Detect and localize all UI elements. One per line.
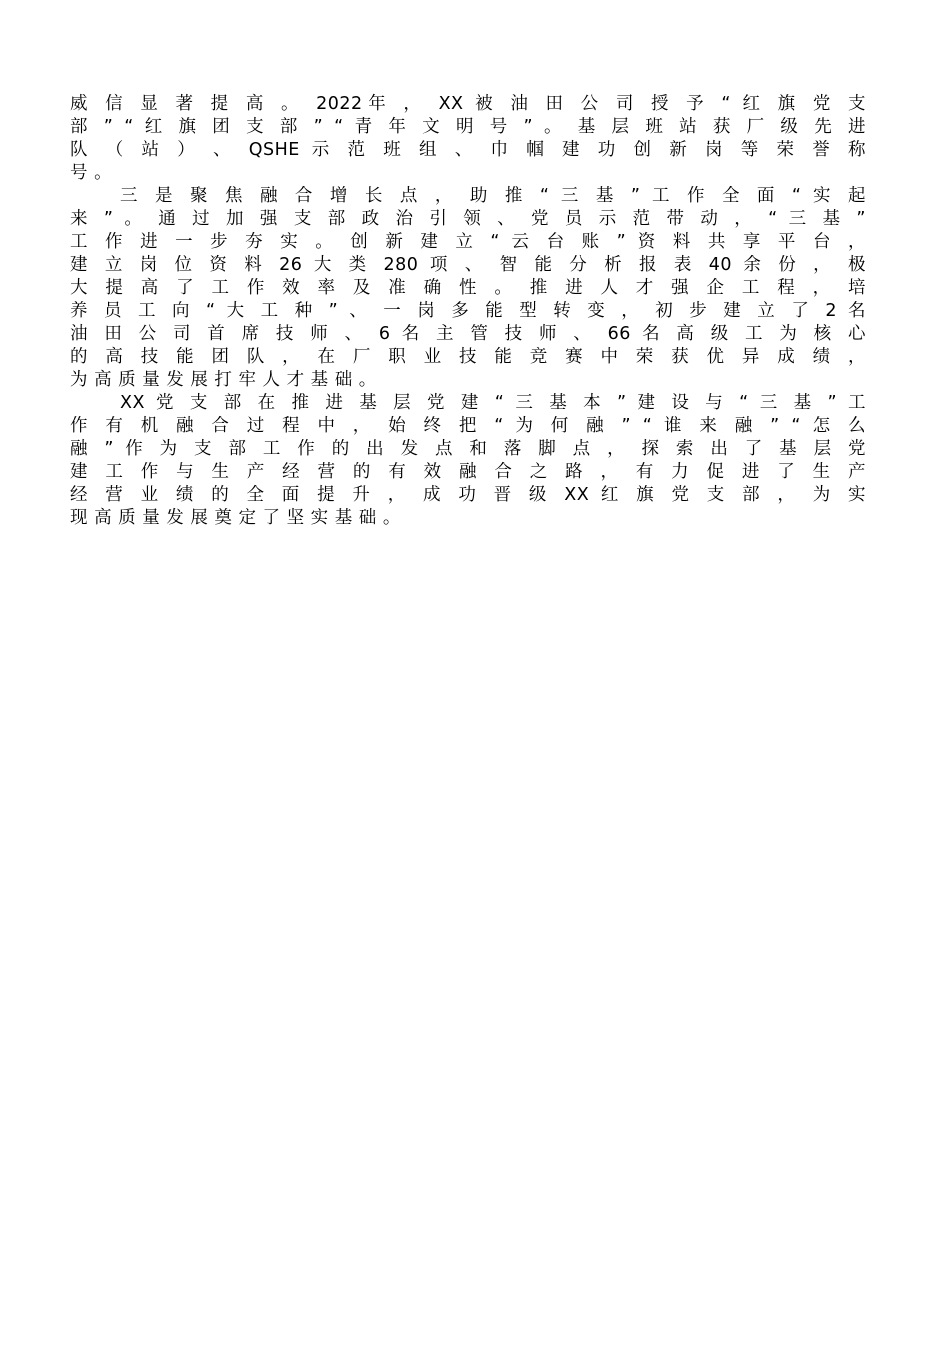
text-line: 融 ” 作 为 支 部 工 作 的 出 发 点 和 落 脚 点 ， 探 索 出 了 基 层 党 (70, 439, 866, 459)
paragraph-three-basics (70, 185, 866, 392)
text-line: 部 ” “ 红 旗 团 支 部 ” “ 青 年 文 明 号 ” 。 基 层 班 站 获 厂 级 先 进 (70, 117, 866, 137)
text-line: 队 （ 站 ） 、 QSHE 示 范 班 组 、 巾 帼 建 功 创 新 岗 等 荣 誉 称 (70, 140, 866, 160)
text-line: 建 立 岗 位 资 料 26 大 类 280 项 、 智 能 分 析 报 表 40 余 份 ， 极 (70, 255, 866, 275)
text-line: 大 提 高 了 工 作 效 率 及 准 确 性 。 推 进 人 才 强 企 工 程 ， 培 (70, 278, 866, 298)
text-line: 号 。 (70, 163, 113, 183)
text-line: 养 员 工 向 “ 大 工 种 ” 、 一 岗 多 能 型 转 变 ， 初 步 建 立 了 2 名 (70, 301, 866, 321)
text-line: 工 作 进 一 步 夯 实 。 创 新 建 立 “ 云 台 账 ” 资 料 共 享 平 台 ， (70, 232, 866, 252)
paragraph-conclusion (70, 392, 866, 530)
text-line: 三 是 聚 焦 融 合 增 长 点 ， 助 推 “ 三 基 ” 工 作 全 面 “ 实 起 (120, 186, 866, 206)
text-line: 的 高 技 能 团 队 ， 在 厂 职 业 技 能 竞 赛 中 荣 获 优 异 成 绩 ， (70, 347, 866, 367)
text-line: XX 党 支 部 在 推 进 基 层 党 建 “ 三 基 本 ” 建 设 与 “ 三 基 ” 工 (120, 393, 866, 413)
text-line: 来 ” 。 通 过 加 强 支 部 政 治 引 领 、 党 员 示 范 带 动 ， “ 三 基 ” (70, 209, 866, 229)
document-body (70, 93, 866, 530)
text-line: 现 高 质 量 发 展 奠 定 了 坚 实 基 础 。 (70, 508, 401, 528)
text-line: 威 信 显 著 提 高 。 2022年 ， XX 被 油 田 公 司 授 予 “ 红 旗 党 支 (70, 94, 866, 114)
text-line: 建 工 作 与 生 产 经 营 的 有 效 融 合 之 路 ， 有 力 促 进 了 生 产 (70, 462, 866, 482)
text-line: 为 高 质 量 发 展 打 牢 人 才 基 础 。 (70, 370, 377, 390)
text-line: 油 田 公 司 首 席 技 师 、 6 名 主 管 技 师 、 66 名 高 级 工 为 核 心 (70, 324, 866, 344)
text-line: 经 营 业 绩 的 全 面 提 升 ， 成 功 晋 级 XX 红 旗 党 支 部 ， 为 实 (70, 485, 866, 505)
paragraph-honors (70, 93, 866, 185)
text-line: 作 有 机 融 合 过 程 中 ， 始 终 把 “ 为 何 融 ” “ 谁 来 融 ” “ 怎 么 (70, 416, 866, 436)
